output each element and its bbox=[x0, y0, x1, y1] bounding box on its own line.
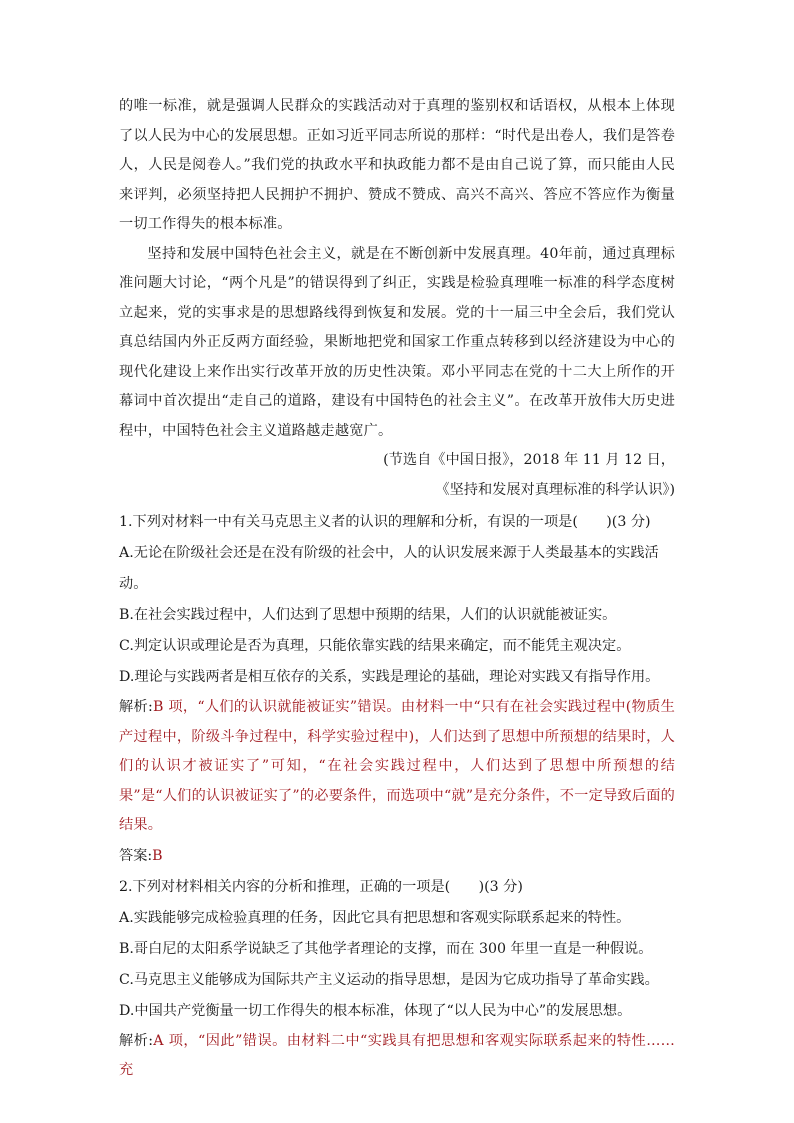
analysis-text: B 项，“人们的认识就能被证实”错误。由材料一中“只有在社会实践过程中(物质生产过程中，阶级斗争过程中，科学实验过程中)，人们达到了思想中所预想的结果时，人们的认识才被证实了”可知，“在社会实践过程中，人们达到了思想中所预想的结果”是“人们的认识被证实了”的必要条件，而选项中“就”是充分条件，不一定导致后面的结果。 bbox=[119, 699, 675, 833]
question-1-stem: 1.下列对材料一中有关马克思主义者的认识的理解和分析，有误的一项是( )(3 分) bbox=[119, 514, 651, 530]
analysis-label: 解析: bbox=[119, 699, 153, 715]
document-page bbox=[119, 92, 675, 1086]
question-2-option-b: B.哥白尼的太阳系学说缺乏了其他学者理论的支撑，而在 300 年里一直是一种假说。 bbox=[119, 940, 653, 957]
question-1-option-d: D.理论与实践两者是相互依存的关系，实践是理论的基础，理论对实践又有指导作用。 bbox=[119, 669, 660, 685]
question-1-analysis bbox=[119, 693, 675, 841]
question-2-option-d: D.中国共产党衡量一切工作得失的根本标准，体现了“以人民为中心”的发展思想。 bbox=[119, 1002, 632, 1019]
question-2-option-a: A.实践能够完成检验真理的任务，因此它具有把思想和客观实际联系起来的特性。 bbox=[119, 909, 631, 926]
question-2 bbox=[119, 872, 675, 1086]
question-1-option-c: C.判定认识或理论是否为真理，只能依靠实践的结果来确定，而不能凭主观决定。 bbox=[119, 638, 631, 654]
material-paragraph-1: 的唯一标准，就是强调人民群众的实践活动对于真理的鉴别权和话语权，从根本上体现了以人民为中心的发展思想。正如习近平同志所说的那样：“时代是出卷人，我们是答卷人，人民是阅卷人。”我们党的执政水平和执政能力都不是由自己说了算，而只能由人民来评判，必须坚持把人民拥护不拥护、赞成不赞成、高兴不高兴、答应不答应作为衡量一切工作得失的根本标准。 bbox=[119, 98, 675, 232]
question-2-option-c: C.马克思主义能够成为国际共产主义运动的指导思想，是因为它成功指导了革命实践。 bbox=[119, 971, 659, 988]
answer-label: 答案: bbox=[119, 847, 153, 864]
answer-value: B bbox=[152, 847, 163, 864]
source-citation-line-2: 《坚持和发展对真理标准的科学认识》) bbox=[435, 481, 675, 498]
question-1-option-a: A.无论在阶级社会还是在没有阶级的社会中，人的认识发展来源于人类最基本的实践活动。 bbox=[119, 545, 659, 592]
question-2-stem: 2.下列对材料相关内容的分析和推理，正确的一项是( )(3 分) bbox=[119, 878, 523, 895]
question-1-answer bbox=[119, 841, 675, 872]
question-2-analysis bbox=[119, 1027, 675, 1086]
question-1 bbox=[119, 507, 675, 872]
source-citation-line-1: (节选自《中国日报》，2018 年 11 月 12 日， bbox=[383, 452, 675, 468]
question-1-option-b: B.在社会实践过程中，人们达到了思想中预期的结果，人们的认识就能被证实。 bbox=[119, 607, 617, 623]
analysis-text: A 项，“因此”错误。由材料二中“实践具有把思想和客观实际联系起来的特性……充 bbox=[119, 1032, 675, 1078]
material-paragraph-2: 坚持和发展中国特色社会主义，就是在不断创新中发展真理。40年前，通过真理标准问题大讨论，“两个凡是”的错误得到了纠正，实践是检验真理唯一标准的科学态度树立起来，党的实事求是的思想路线得到恢复和发展。党的十一届三中全会后，我们党认真总结国内外正反两方面经验，果断地把党和国家工作重点转移到以经济建设为中心的现代化建设上来作出实行改革开放的历史性决策。邓小平同志在党的十二大上所作的开幕词中首次提出“走自己的道路，建设有中国特色的社会主义”。在改革开放伟大历史进程中，中国特色社会主义道路越走越宽广。 bbox=[119, 245, 675, 439]
analysis-label: 解析: bbox=[119, 1032, 154, 1049]
